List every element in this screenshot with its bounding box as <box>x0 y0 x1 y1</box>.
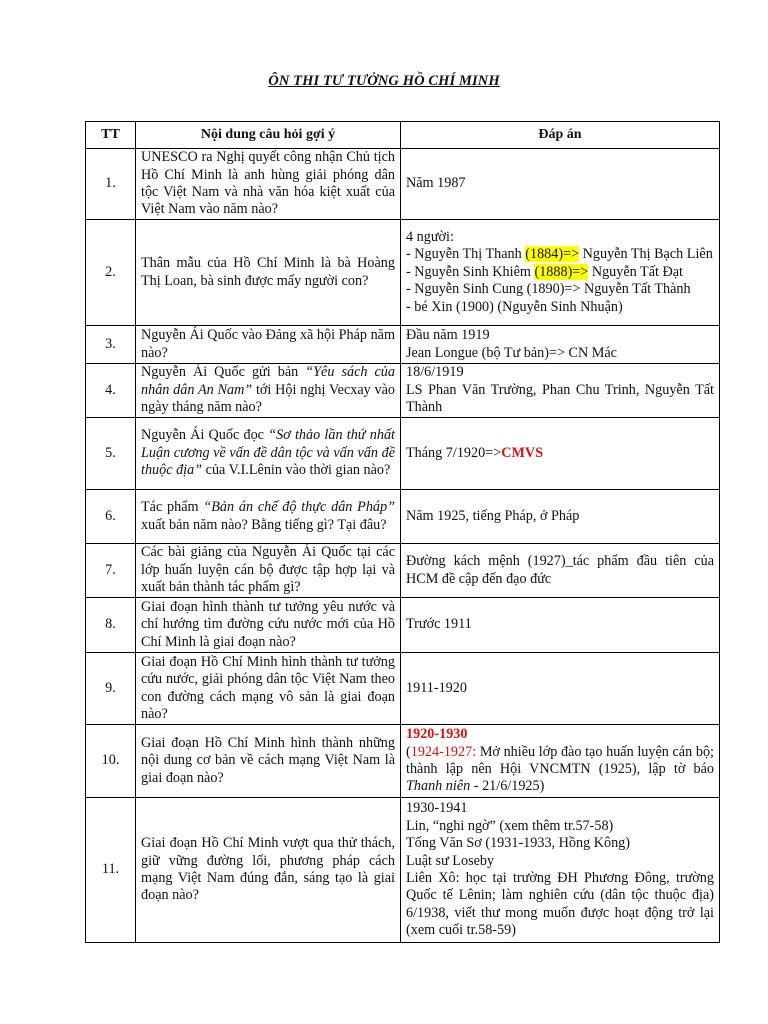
answer-line: 4 người: <box>406 228 454 245</box>
table-row <box>86 653 720 725</box>
question-cell: Giai đoạn Hồ Chí Minh vượt qua thử thách, giữ vững đường lối, phương pháp cách mạng Việt Nam đúng đắn, sáng tạo là giai đoạn nào? <box>136 798 401 943</box>
answer-highlight-red: CMVS <box>501 444 543 461</box>
header-tt: TT <box>86 122 136 149</box>
document-title: ÔN THI TƯ TƯỞNG HỒ CHÍ MINH <box>268 73 500 89</box>
answer-cell: 1911-1920 <box>401 653 720 725</box>
table-row <box>86 725 720 798</box>
header-question: Nội dung câu hỏi gợi ý <box>136 122 401 149</box>
question-cell: Giai đoạn Hồ Chí Minh hình thành tư tưởng cứu nước, giải phóng dân tộc Việt Nam theo con đường cách mạng vô sản là giai đoạn nào? <box>136 653 401 725</box>
row-number: 9. <box>86 653 136 725</box>
question-cell: Nguyễn Ái Quốc đọc “Sơ thảo lần thứ nhất Luận cương về vấn đề dân tộc và vấn vấn đề thuộc địa” của V.I.Lênin vào thời gian nào? <box>136 418 401 490</box>
qa-table <box>85 121 720 943</box>
table-row <box>86 798 720 943</box>
table-row <box>86 364 720 418</box>
table-row <box>86 326 720 364</box>
document-title-italic: “Sơ thảo lần thứ nhất Luận cương về vấn đề dân tộc và vấn vấn đề thuộc địa” <box>141 427 395 479</box>
question-cell: Nguyễn Ái Quốc vào Đảng xã hội Pháp năm nào? <box>136 326 401 364</box>
answer-line: 1930-1941 <box>406 800 468 817</box>
answer-head: 1920-1930 <box>406 726 468 743</box>
answer-cell <box>401 798 720 943</box>
answer-cell: Trước 1911 <box>401 598 720 653</box>
answer-line: Luật sư Loseby <box>406 852 495 869</box>
answer-note: (1924-1927: Mở nhiều lớp đào tạo huấn luyện cán bộ; thành lập nên Hội VNCMTN (1925), lập tờ báo Thanh niên - 21/6/1925) <box>406 743 714 795</box>
row-number: 10. <box>86 725 136 798</box>
table-row <box>86 220 720 326</box>
table-row <box>86 418 720 490</box>
row-number: 6. <box>86 490 136 544</box>
question-cell: Tác phẩm “Bản án chế độ thực dân Pháp” xuất bản năm nào? Bằng tiếng gì? Tại đâu? <box>136 490 401 544</box>
answer-line: LS Phan Văn Trường, Phan Chu Trinh, Nguyễn Tất Thành <box>406 381 714 416</box>
answer-cell <box>401 220 720 326</box>
answer-line: - Nguyễn Sinh Cung (1890)=> Nguyễn Tất Thành <box>406 281 691 298</box>
highlight-mark: (1888)=> <box>534 263 589 280</box>
answer-line: - Nguyễn Sinh Khiêm (1888)=> Nguyễn Tất Đạt <box>406 263 683 280</box>
row-number: 5. <box>86 418 136 490</box>
answer-line: Jean Longue (bộ Tư bản)=> CN Mác <box>406 344 617 361</box>
table-row <box>86 149 720 220</box>
answer-cell: Đường kách mệnh (1927)_tác phẩm đầu tiên của HCM đề cập đến đạo đức <box>401 544 720 598</box>
row-number: 3. <box>86 326 136 364</box>
answer-line: Lin, “nghi ngờ” (xem thêm tr.57-58) <box>406 817 614 834</box>
answer-cell <box>401 725 720 798</box>
row-number: 2. <box>86 220 136 326</box>
table-row <box>86 598 720 653</box>
question-cell: UNESCO ra Nghị quyết công nhận Chủ tịch Hồ Chí Minh là anh hùng giải phóng dân tộc Việt Nam và nhà văn hóa kiệt xuất của Việt Nam vào năm nào? <box>136 149 401 220</box>
answer-cell: Tháng 7/1920=>CMVS <box>401 418 720 490</box>
answer-line: Đầu năm 1919 <box>406 327 490 344</box>
highlight-mark: (1884)=> <box>525 246 580 263</box>
row-number: 7. <box>86 544 136 598</box>
answer-line: - bé Xin (1900) (Nguyễn Sinh Nhuận) <box>406 298 623 315</box>
question-cell: Các bài giảng của Nguyễn Ái Quốc tại các lớp huấn luyện cán bộ được tập hợp lại và xuất bản thành tác phẩm gì? <box>136 544 401 598</box>
table-row <box>86 544 720 598</box>
question-cell: Thân mẫu của Hồ Chí Minh là bà Hoàng Thị Loan, bà sinh được mấy người con? <box>136 220 401 326</box>
answer-cell <box>401 364 720 418</box>
answer-highlight-red: 1924-1927: <box>410 743 477 760</box>
answer-cell: Năm 1925, tiếng Pháp, ở Pháp <box>401 490 720 544</box>
header-answer: Đáp án <box>401 122 720 149</box>
answer-cell <box>401 326 720 364</box>
question-cell: Giai đoạn hình thành tư tưởng yêu nước và chí hướng tìm đường cứu nước mới của Hồ Chí Minh là giai đoạn nào? <box>136 598 401 653</box>
row-number: 8. <box>86 598 136 653</box>
answer-line: 18/6/1919 <box>406 364 464 381</box>
document-title-italic: “Yêu sách của nhân dân An Nam” <box>141 364 395 398</box>
answer-line: Tống Văn Sơ (1931-1933, Hồng Kông) <box>406 835 630 852</box>
table-header-row <box>86 122 720 149</box>
row-number: 4. <box>86 364 136 418</box>
answer-line: - Nguyễn Thị Thanh (1884)=> Nguyễn Thị Bạch Liên <box>406 246 713 263</box>
question-cell: Nguyễn Ái Quốc gửi bản “Yêu sách của nhân dân An Nam” tới Hội nghị Vecxay vào ngày tháng năm nào? <box>136 364 401 418</box>
document-title-italic: “Bản án chế độ thực dân Pháp” <box>203 499 396 516</box>
table-row <box>86 490 720 544</box>
row-number: 1. <box>86 149 136 220</box>
question-cell: Giai đoạn Hồ Chí Minh hình thành những nội dung cơ bản về cách mạng Việt Nam là giai đoạn nào? <box>136 725 401 798</box>
row-number: 11. <box>86 798 136 943</box>
answer-line: Liên Xô: học tại trường ĐH Phương Đông, trường Quốc tế Lênin; làm nghiên cứu (dân tộc thuộc địa) 6/1938, viết thư mong muốn được hoạt động trở lại (xem cuối tr.58-59) <box>406 870 714 939</box>
answer-cell: Năm 1987 <box>401 149 720 220</box>
